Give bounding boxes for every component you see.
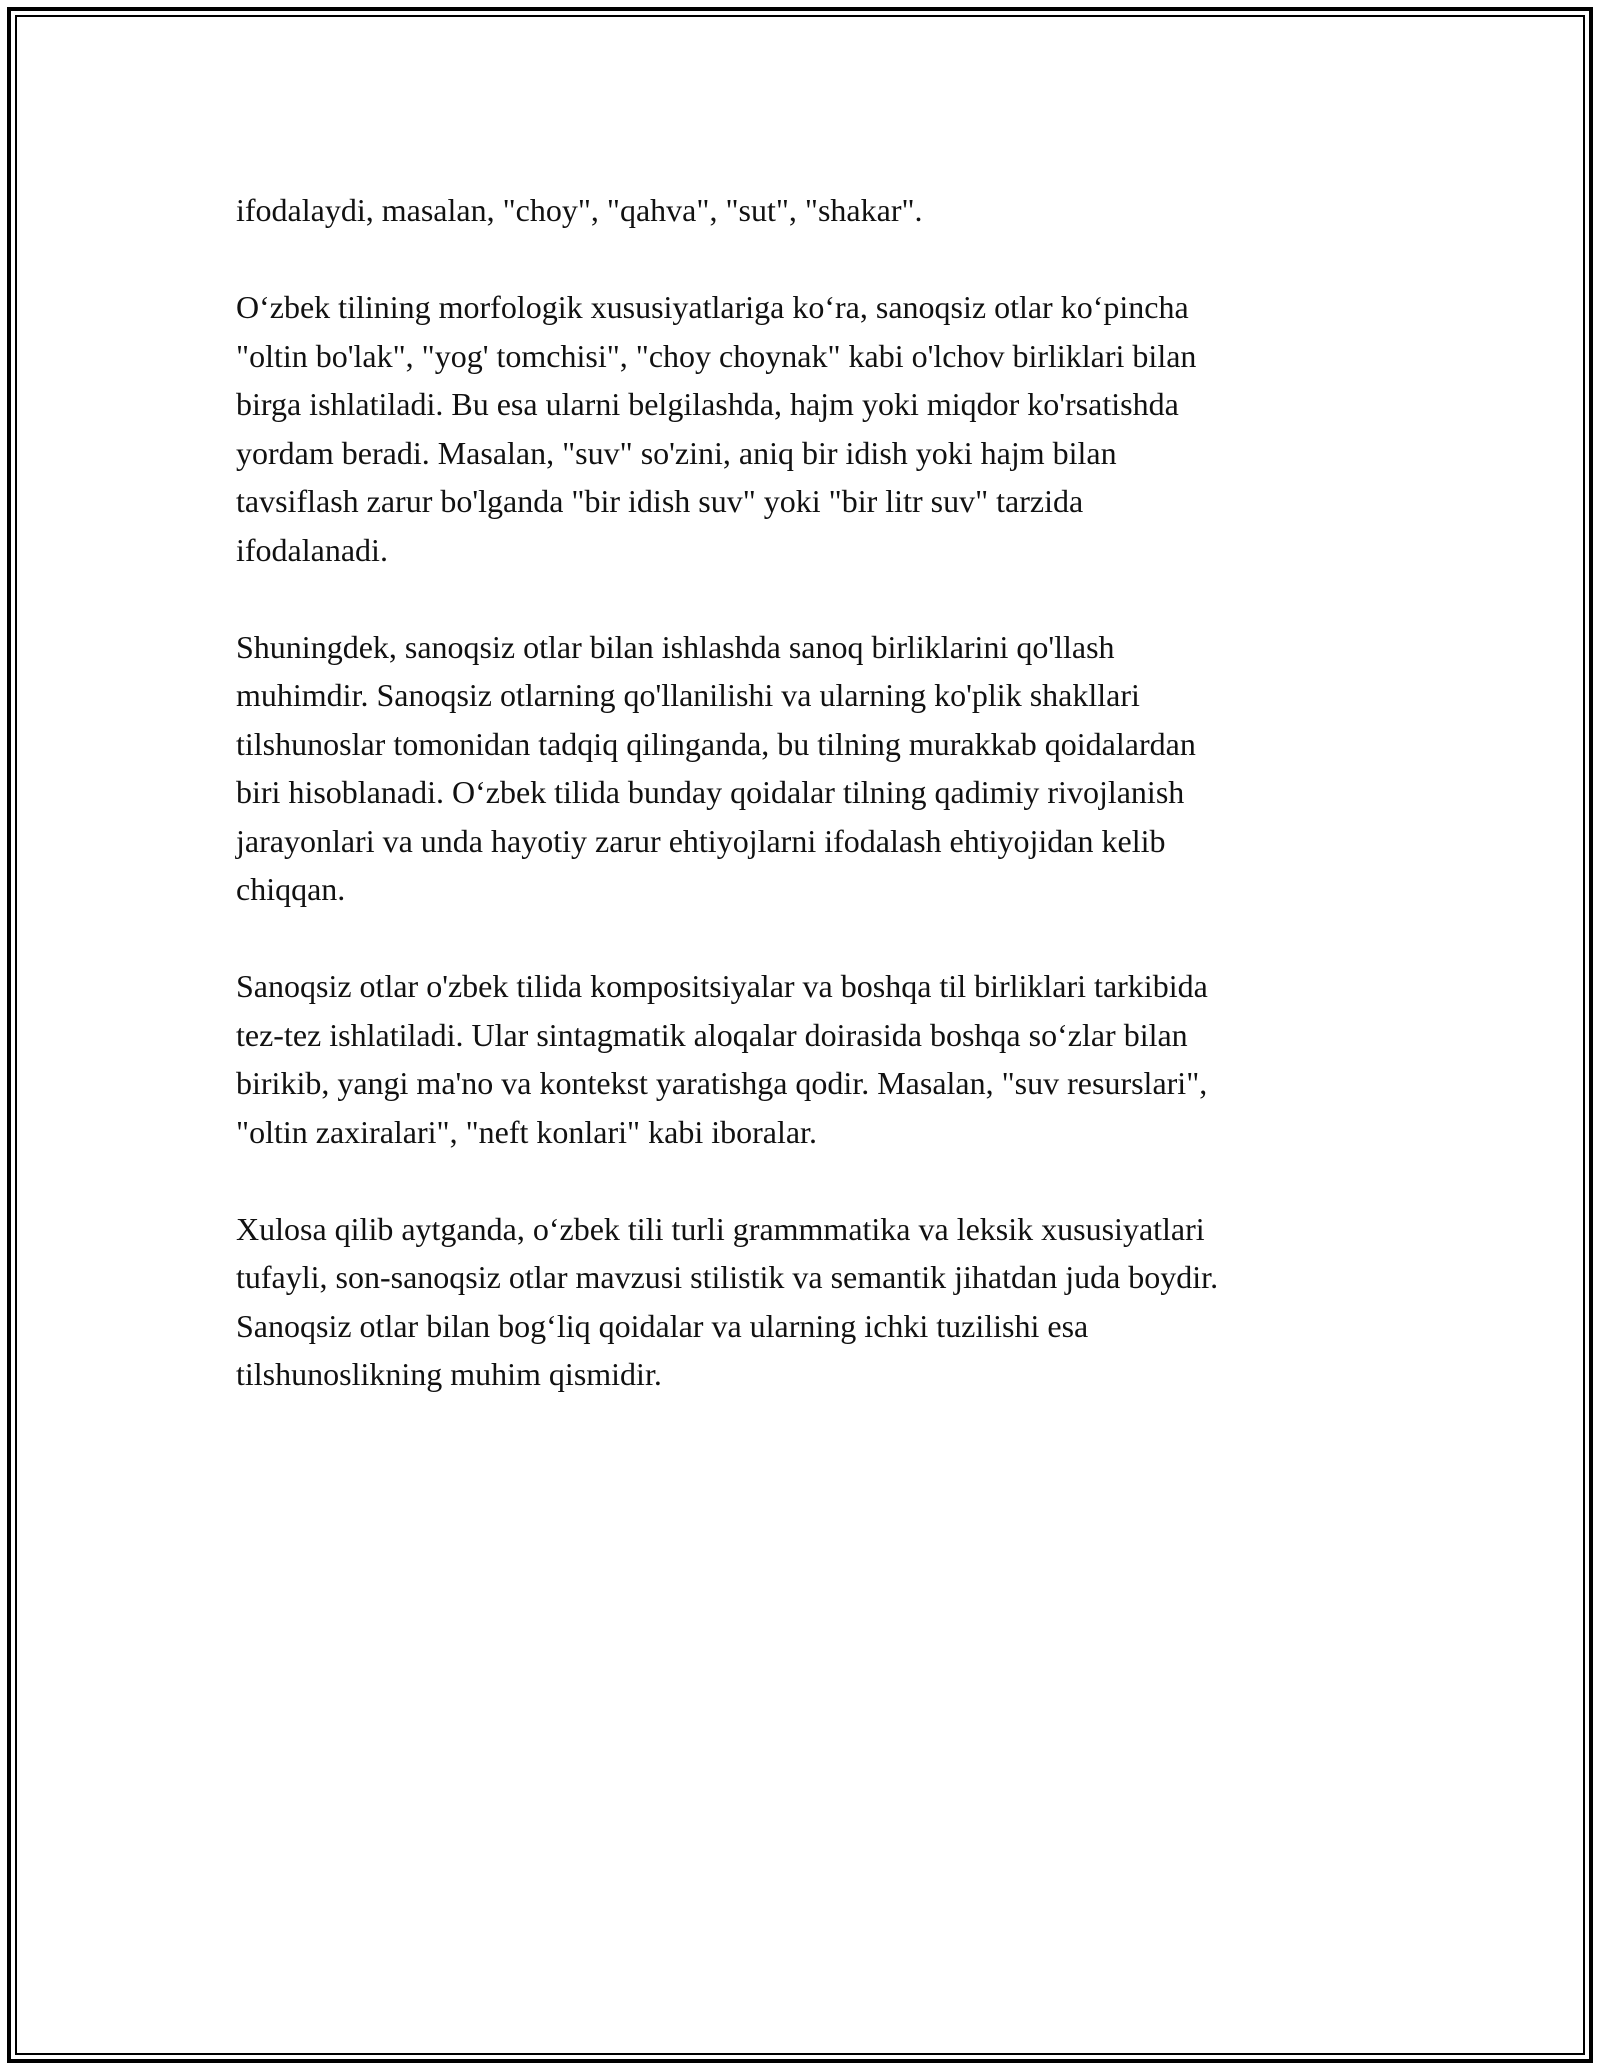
paragraph-4 <box>236 962 1386 1156</box>
text-line: ifodalaydi, masalan, "choy", "qahva", "sut", "shakar". <box>236 192 923 228</box>
paragraph-2 <box>236 283 1386 574</box>
text-line: Sanoqsiz otlar bilan bog‘liq qoidalar va ularning ichki tuzilishi esa <box>236 1307 1089 1344</box>
text-line: birga ishlatiladi. Bu esa ularni belgilashda, hajm yoki miqdor ko'rsatishda <box>236 386 1179 422</box>
paragraph-1 <box>236 186 1386 235</box>
text-line: tavsiflash zarur bo'lganda "bir idish suv" yoki "bir litr suv" tarzida <box>236 483 1084 519</box>
text-line: tilshunoslar tomonidan tadqiq qilinganda, bu tilning murakkab qoidalardan <box>236 725 1196 762</box>
text-line: jarayonlari va unda hayotiy zarur ehtiyojlarni ifodalash ehtiyojidan kelib <box>236 822 1166 859</box>
text-line: ifodalanadi. <box>236 531 388 568</box>
text-line: tufayli, son-sanoqsiz otlar mavzusi stilistik va semantik jihatdan juda boydir. <box>236 1259 1219 1295</box>
text-line: Shuningdek, sanoqsiz otlar bilan ishlashda sanoq birliklarini qo'llash <box>236 628 1115 665</box>
text-line: "oltin zaxiralari", "neft konlari" kabi iboralar. <box>236 1113 817 1150</box>
document-body <box>236 186 1386 1447</box>
text-line: yordam beradi. Masalan, "suv" so'zini, aniq bir idish yoki hajm bilan <box>236 434 1117 471</box>
text-line: chiqqan. <box>236 871 346 907</box>
text-line: O‘zbek tilining morfologik xususiyatlariga ko‘ra, sanoqsiz otlar ko‘pincha <box>236 289 1189 325</box>
text-line: Sanoqsiz otlar o'zbek tilida kompositsiyalar va boshqa til birliklari tarkibida <box>236 968 1208 1004</box>
text-line: tez-tez ishlatiladi. Ular sintagmatik aloqalar doirasida boshqa so‘zlar bilan <box>236 1016 1188 1053</box>
text-line: tilshunoslikning muhim qismidir. <box>236 1356 662 1392</box>
paragraph-3 <box>236 623 1386 914</box>
text-line: "oltin bo'lak", "yog' tomchisi", "choy choynak" kabi o'lchov birliklari bilan <box>236 337 1197 374</box>
text-line: biri hisoblanadi. O‘zbek tilida bunday qoidalar tilning qadimiy rivojlanish <box>236 774 1185 810</box>
text-line: Xulosa qilib aytganda, o‘zbek tili turli grammmatika va leksik xususiyatlari <box>236 1210 1205 1247</box>
paragraph-5 <box>236 1205 1386 1399</box>
text-line: muhimdir. Sanoqsiz otlarning qo'llanilishi va ularning ko'plik shakllari <box>236 677 1140 713</box>
text-line: birikib, yangi ma'no va kontekst yaratishga qodir. Masalan, "suv resurslari", <box>236 1065 1208 1101</box>
